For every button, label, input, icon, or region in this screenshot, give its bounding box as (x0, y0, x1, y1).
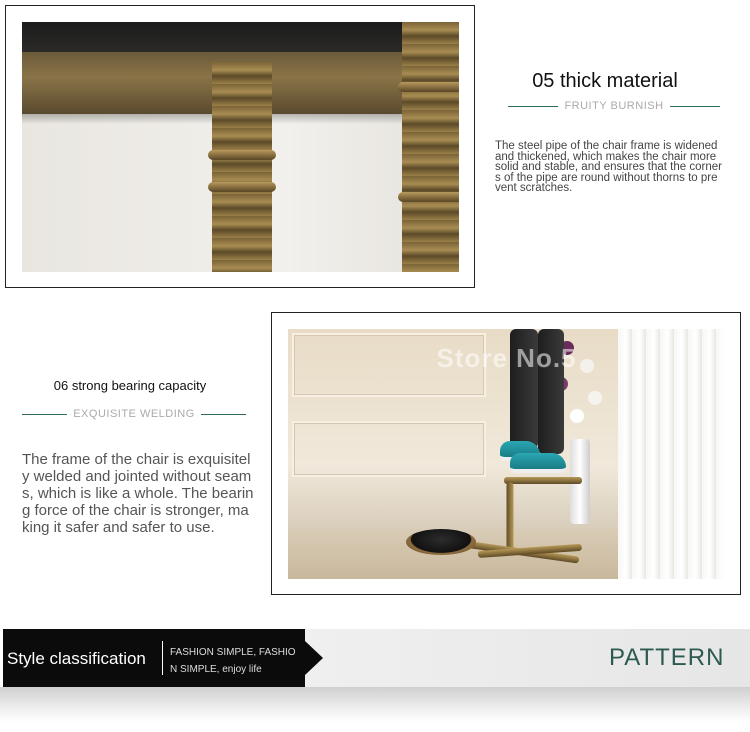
divider-line (508, 106, 558, 107)
section-description-thick-material: The steel pipe of the chair frame is widened and thickened, which makes the chair more solid and stable, and ensures that the corners of the pipe are round without thorns to prevent scratches. (495, 140, 722, 194)
leg-ring (208, 182, 276, 192)
section-subheading-exquisite-welding (22, 407, 246, 421)
section-description-bearing-capacity: The frame of the chair is exquisitely welded and jointed without seams, which is like a whole. The bearing force of the chair is stronger, making it safer and safer to use. (22, 451, 254, 536)
person-standing-on-chair-photo (288, 329, 725, 579)
chair-frame-bar (504, 477, 582, 484)
divider-line (201, 414, 246, 415)
divider-line (22, 414, 67, 415)
chair-leg-photo (22, 22, 459, 272)
pattern-heading: PATTERN (609, 644, 725, 671)
subheading-text: FRUITY BURNISH (564, 100, 664, 112)
section-subheading-fruity-burnish (508, 99, 720, 113)
photo-frame-thick-material (5, 5, 475, 288)
chair-leg-front (212, 62, 272, 272)
style-classification-description: FASHION SIMPLE, FASHION SIMPLE, enjoy life (170, 647, 296, 675)
chair-seat-round (406, 529, 476, 555)
vertical-divider (162, 641, 163, 675)
flower (588, 391, 602, 405)
arrow-right-icon (305, 641, 323, 675)
chair-frame-bar (507, 483, 514, 553)
chair-leg-back (402, 22, 459, 272)
wall-panel (292, 421, 486, 477)
style-classification-title: Style classification (7, 649, 146, 668)
section-heading-bearing-capacity: 06 strong bearing capacity (53, 378, 207, 393)
sneaker (510, 453, 566, 473)
divider-line (670, 106, 720, 107)
flower (570, 409, 584, 423)
subheading-text: EXQUISITE WELDING (73, 408, 195, 420)
section-heading-thick-material: 05 thick material (532, 70, 678, 92)
chair-seat-cushion (22, 22, 459, 52)
photo-frame-bearing-capacity (271, 312, 741, 595)
style-banner-shadow (0, 687, 750, 722)
leg-ring (208, 150, 276, 160)
store-watermark: Store No.5 (436, 343, 577, 373)
leg-ring (398, 82, 459, 92)
leg-ring (398, 192, 459, 202)
